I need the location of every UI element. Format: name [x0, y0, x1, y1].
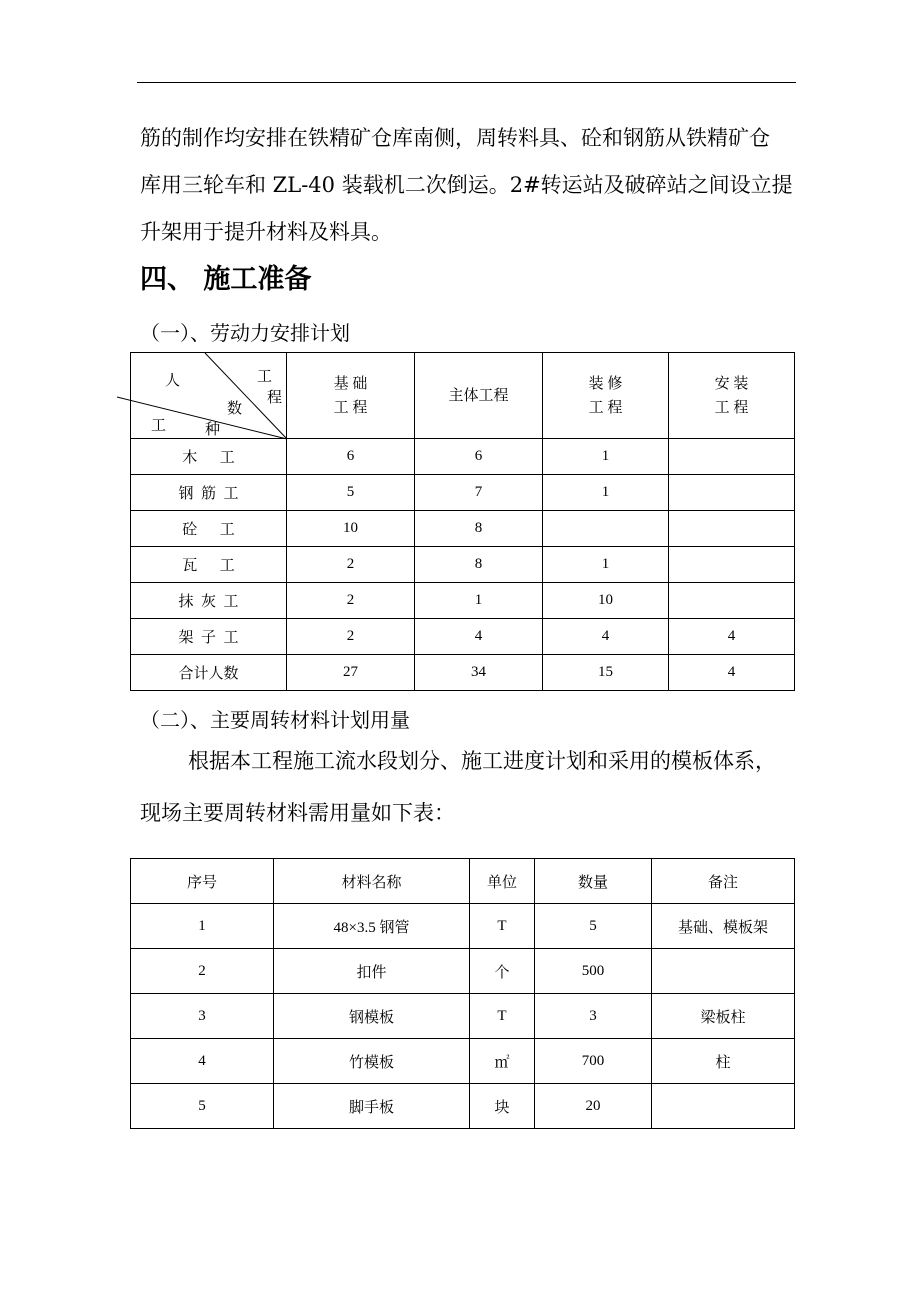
diag-label-zhong: 种 — [205, 422, 221, 438]
cell-value: 4 — [543, 619, 669, 655]
materials-intro-line-2: 现场主要周转材料需用量如下表： — [140, 801, 455, 825]
labor-header-row — [131, 353, 795, 439]
cell-seq: 4 — [131, 1039, 274, 1084]
table-row — [131, 619, 795, 655]
cell-unit: ㎡ — [470, 1039, 535, 1084]
cell-value — [669, 583, 795, 619]
table-row — [131, 475, 795, 511]
cell-remarks: 基础、模板架 — [652, 904, 795, 949]
cell-value — [669, 511, 795, 547]
trade-name: 木 工 — [131, 439, 287, 475]
cell-value — [669, 547, 795, 583]
cell-value: 5 — [287, 475, 415, 511]
cell-value: 10 — [543, 583, 669, 619]
cell-quantity: 20 — [535, 1084, 652, 1129]
table-row — [131, 904, 795, 949]
cell-remarks — [652, 1084, 795, 1129]
trade-name: 钢 筋 工 — [131, 475, 287, 511]
trade-name: 瓦 工 — [131, 547, 287, 583]
cell-quantity: 500 — [535, 949, 652, 994]
materials-intro-line-1: 根据本工程施工流水段划分、施工进度计划和采用的模板体系， — [188, 749, 776, 773]
cell-value: 6 — [415, 439, 543, 475]
cell-value: 2 — [287, 583, 415, 619]
cell-value: 10 — [287, 511, 415, 547]
total-value: 15 — [543, 655, 669, 691]
intro-line-1: 筋的制作均安排在铁精矿仓库南侧，周转料具、砼和钢筋从铁精矿仓 — [140, 126, 770, 150]
cell-seq: 5 — [131, 1084, 274, 1129]
cell-value: 1 — [543, 439, 669, 475]
trade-name: 砼 工 — [131, 511, 287, 547]
cell-value: 4 — [415, 619, 543, 655]
header-rule — [137, 82, 796, 83]
header-main-structure — [415, 353, 543, 439]
header-decoration — [543, 353, 669, 439]
materials-header-row — [131, 859, 795, 904]
table-row — [131, 439, 795, 475]
labor-plan-title: （一）、劳动力安排计划 — [140, 321, 350, 345]
cell-value — [669, 439, 795, 475]
table-row — [131, 949, 795, 994]
cell-value: 6 — [287, 439, 415, 475]
diag-label-ren: 人 — [165, 373, 181, 389]
cell-remarks — [652, 949, 795, 994]
table-row — [131, 583, 795, 619]
cell-seq: 2 — [131, 949, 274, 994]
cell-value: 2 — [287, 619, 415, 655]
materials-plan-title: （二）、主要周转材料计划用量 — [140, 708, 410, 732]
cell-seq: 1 — [131, 904, 274, 949]
header-installation-line1: 安 装 — [714, 375, 749, 392]
cell-remarks: 梁板柱 — [652, 994, 795, 1039]
cell-value: 1 — [543, 475, 669, 511]
header-quantity: 数量 — [535, 859, 652, 904]
cell-unit: T — [470, 904, 535, 949]
diag-label-gong-top: 工 — [257, 369, 273, 385]
header-unit: 单位 — [470, 859, 535, 904]
cell-value: 2 — [287, 547, 415, 583]
cell-value: 8 — [415, 511, 543, 547]
header-foundation-line1: 基 础 — [333, 375, 368, 392]
header-remarks: 备注 — [652, 859, 795, 904]
header-seq: 序号 — [131, 859, 274, 904]
cell-seq: 3 — [131, 994, 274, 1039]
header-foundation — [287, 353, 415, 439]
cell-unit: 个 — [470, 949, 535, 994]
cell-unit: T — [470, 994, 535, 1039]
cell-value — [543, 511, 669, 547]
table-row — [131, 994, 795, 1039]
cell-value: 8 — [415, 547, 543, 583]
table-row — [131, 547, 795, 583]
cell-material-name: 钢模板 — [274, 994, 470, 1039]
total-value: 34 — [415, 655, 543, 691]
cell-quantity: 5 — [535, 904, 652, 949]
labor-table — [130, 352, 795, 691]
header-material-name: 材料名称 — [274, 859, 470, 904]
trade-name: 抹 灰 工 — [131, 583, 287, 619]
diag-label-gong-bottom: 工 — [151, 418, 167, 434]
cell-quantity: 3 — [535, 994, 652, 1039]
section-heading: 四、 施工准备 — [140, 264, 312, 295]
cell-value: 1 — [543, 547, 669, 583]
diagonal-header-cell — [131, 353, 287, 439]
cell-value: 7 — [415, 475, 543, 511]
table-row — [131, 511, 795, 547]
materials-table — [130, 858, 795, 1129]
cell-material-name: 脚手板 — [274, 1084, 470, 1129]
diag-label-cheng: 程 — [267, 390, 283, 406]
header-installation — [669, 353, 795, 439]
intro-line-3: 升架用于提升材料及料具。 — [140, 220, 392, 244]
cell-remarks: 柱 — [652, 1039, 795, 1084]
cell-material-name: 竹模板 — [274, 1039, 470, 1084]
cell-material-name: 扣件 — [274, 949, 470, 994]
cell-value: 1 — [415, 583, 543, 619]
header-decoration-line1: 装 修 — [588, 375, 623, 392]
table-row — [131, 1039, 795, 1084]
cell-quantity: 700 — [535, 1039, 652, 1084]
total-row — [131, 655, 795, 691]
intro-line-2: 库用三轮车和 ZL-40 装载机二次倒运。2#转运站及破碎站之间设立提 — [140, 173, 793, 197]
total-value: 4 — [669, 655, 795, 691]
cell-unit: 块 — [470, 1084, 535, 1129]
trade-name: 架 子 工 — [131, 619, 287, 655]
table-row — [131, 1084, 795, 1129]
total-value: 27 — [287, 655, 415, 691]
cell-material-name: 48×3.5 钢管 — [274, 904, 470, 949]
diag-label-shu: 数 — [227, 401, 243, 417]
header-decoration-line2: 工 程 — [588, 399, 623, 416]
total-label: 合计人数 — [131, 655, 287, 691]
header-installation-line2: 工 程 — [714, 399, 749, 416]
header-main-structure-line1: 主体工程 — [448, 387, 509, 404]
cell-value: 4 — [669, 619, 795, 655]
cell-value — [669, 475, 795, 511]
header-foundation-line2: 工 程 — [333, 399, 368, 416]
